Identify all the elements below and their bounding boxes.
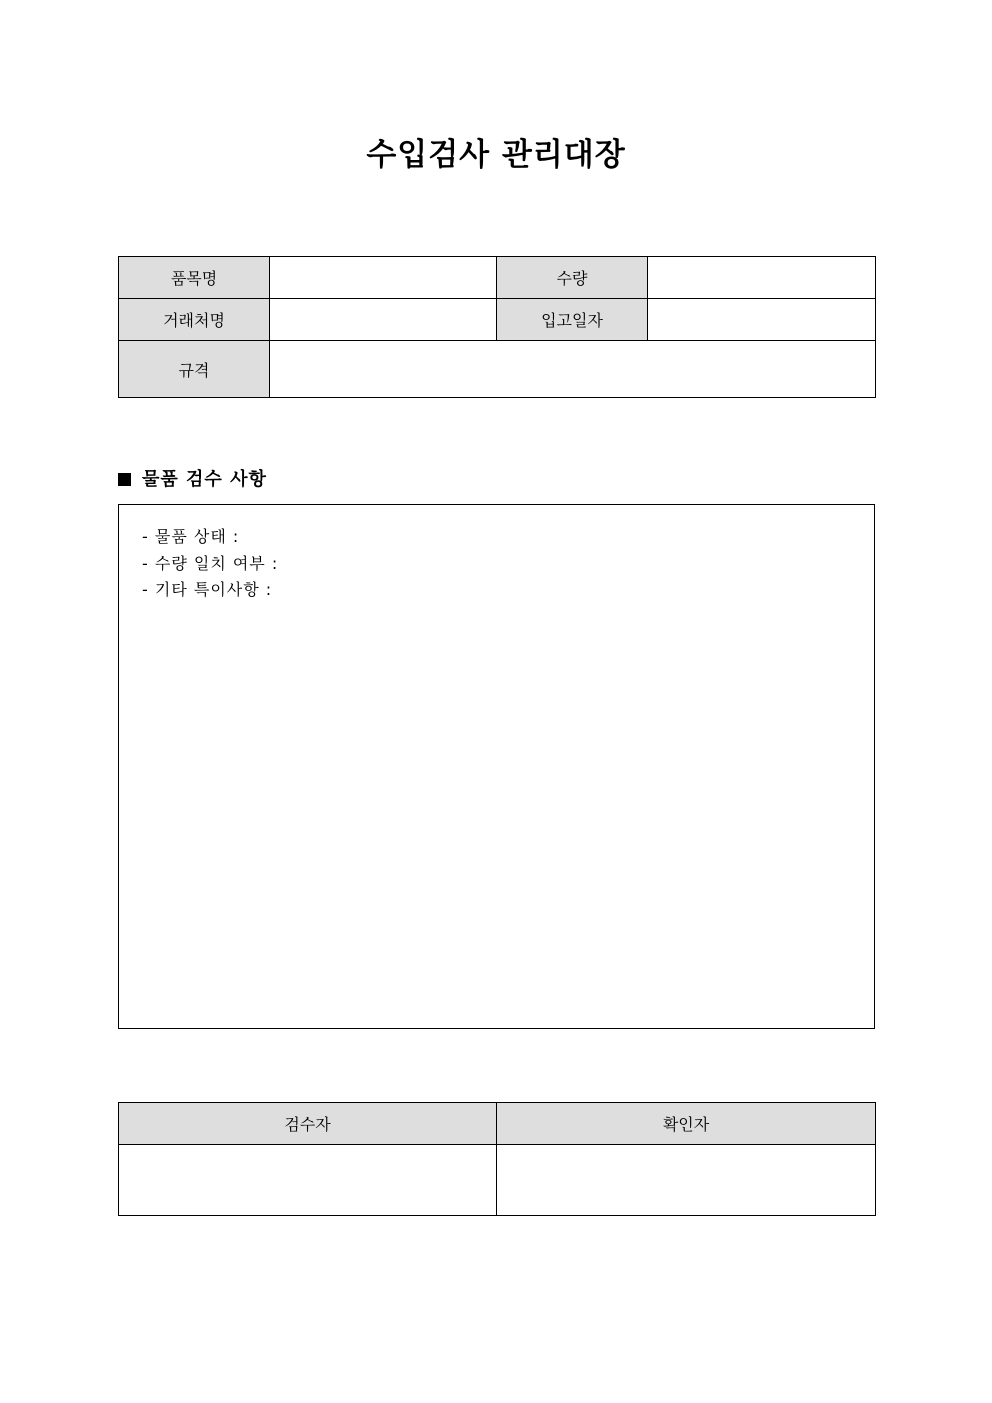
inspection-item-quantity-match: - 수량 일치 여부 :	[142, 553, 279, 573]
table-row	[119, 299, 876, 341]
quantity-field[interactable]	[648, 257, 876, 299]
receipt-date-label: 입고일자	[497, 299, 648, 341]
item-name-field[interactable]	[270, 257, 497, 299]
inspection-heading-text: 물품 검수 사항	[142, 469, 267, 490]
receipt-date-field[interactable]	[648, 299, 876, 341]
item-name-label: 품목명	[119, 257, 270, 299]
table-row	[119, 257, 876, 299]
inspection-checklist	[119, 505, 874, 604]
table-row	[119, 1103, 876, 1145]
inspector-signature-field[interactable]	[119, 1145, 497, 1216]
signoff-table	[118, 1102, 876, 1216]
inspection-item-remarks: - 기타 특이사항 :	[142, 580, 273, 599]
quantity-label: 수량	[497, 257, 648, 299]
inspection-item-condition: - 물품 상태 :	[142, 527, 240, 546]
inspection-notes-box[interactable]	[118, 504, 875, 1029]
item-info-table	[118, 256, 876, 398]
table-row	[119, 341, 876, 398]
approver-signature-field[interactable]	[497, 1145, 876, 1216]
inspection-section-heading	[118, 467, 267, 493]
approver-label: 확인자	[497, 1103, 876, 1145]
document-title: 수입검사 관리대장	[366, 137, 626, 173]
spec-field[interactable]	[270, 341, 876, 398]
table-row	[119, 1145, 876, 1216]
inspector-label: 검수자	[119, 1103, 497, 1145]
supplier-label: 거래처명	[119, 299, 270, 341]
spec-label: 규격	[119, 341, 270, 398]
square-bullet-icon	[118, 473, 131, 486]
supplier-field[interactable]	[270, 299, 497, 341]
